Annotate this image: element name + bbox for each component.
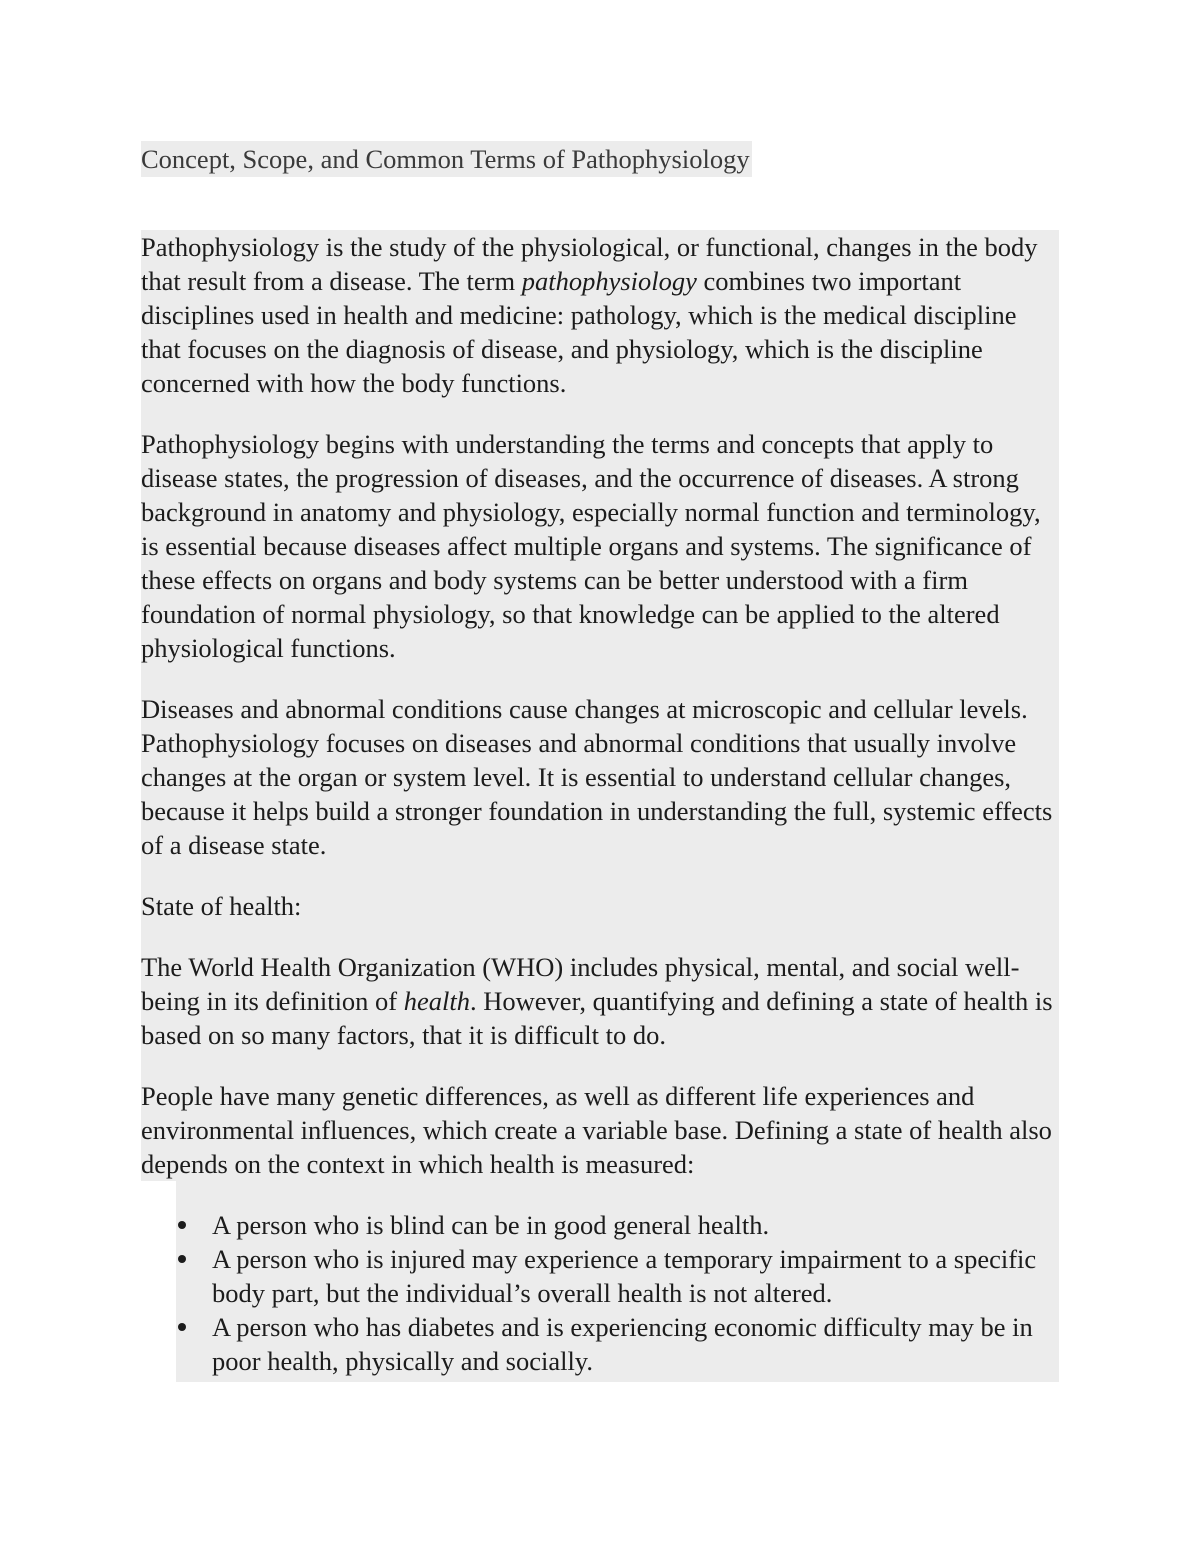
paragraph-spacer	[141, 665, 1059, 692]
emphasis-health: health	[403, 986, 471, 1016]
paragraph-who-text-1: The World Health Organization (WHO) includes physical, mental, and social well-being in its definition of	[141, 952, 1020, 1016]
paragraph-who	[141, 950, 1059, 1052]
paragraph-spacer	[141, 1052, 1059, 1079]
list-item	[176, 1242, 1059, 1310]
section-heading-state-of-health: State of health:	[141, 891, 302, 921]
bullet-icon	[178, 1221, 186, 1229]
bullet-list	[176, 1208, 1059, 1378]
paragraph-spacer	[141, 862, 1059, 889]
emphasis-pathophysiology: pathophysiology	[521, 266, 697, 296]
document-title	[141, 141, 752, 177]
list-item-text: A person who is blind can be in good general health.	[212, 1210, 770, 1240]
paragraph-definition-text-1: Pathophysiology is the study of the physiological, or functional, changes in the body that result from a disease. The term	[141, 232, 1038, 296]
paragraph-definition-text-2: combines two important disciplines used in health and medicine: pathology, which is the medical discipline that focuses on the diagnosis of disease, and physiology, which is the discipline concerned with how the body functions.	[141, 266, 1017, 398]
document-body	[141, 230, 1059, 1382]
paragraph-context: People have many genetic differences, as well as different life experiences and environmental influences, which create a variable base. Defining a state of health also depends on the context in which health is measured:	[141, 1081, 1052, 1179]
paragraph-who-text-2: . However, quantifying and defining a state of health is based on so many factors, that it is difficult to do.	[141, 986, 1053, 1050]
document-title-text: Concept, Scope, and Common Terms of Pathophysiology	[141, 144, 750, 174]
bullet-icon	[178, 1323, 186, 1331]
list-item-text: A person who is injured may experience a temporary impairment to a specific body part, but the individual’s overall health is not altered.	[212, 1244, 1037, 1308]
paragraph-definition	[141, 230, 1059, 400]
paragraph-spacer	[141, 923, 1059, 950]
list-item	[176, 1208, 1059, 1242]
paragraph-spacer	[141, 400, 1059, 427]
list-item-text: A person who has diabetes and is experiencing economic difficulty may be in poor health, physically and socially.	[212, 1312, 1033, 1376]
shaded-text-region	[141, 230, 1059, 1181]
paragraph-foundation: Pathophysiology begins with understanding the terms and concepts that apply to disease states, the progression of diseases, and the occurrence of diseases. A strong background in anatomy and physiology, especially normal function and terminology, is essential because diseases affect multiple organs and systems. The significance of these effects on organs and body systems can be better understood with a firm foundation of normal physiology, so that knowledge can be applied to the altered physiological functions.	[141, 429, 1041, 663]
paragraph-cellular: Diseases and abnormal conditions cause changes at microscopic and cellular levels. Pathophysiology focuses on diseases and abnormal conditions that usually involve changes at the organ or system level. It is essential to understand cellular changes, because it helps build a stronger foundation in understanding the full, systemic effects of a disease state.	[141, 694, 1053, 860]
bullet-icon	[178, 1255, 186, 1263]
list-item	[176, 1310, 1059, 1378]
bullet-list-region	[176, 1181, 1059, 1382]
